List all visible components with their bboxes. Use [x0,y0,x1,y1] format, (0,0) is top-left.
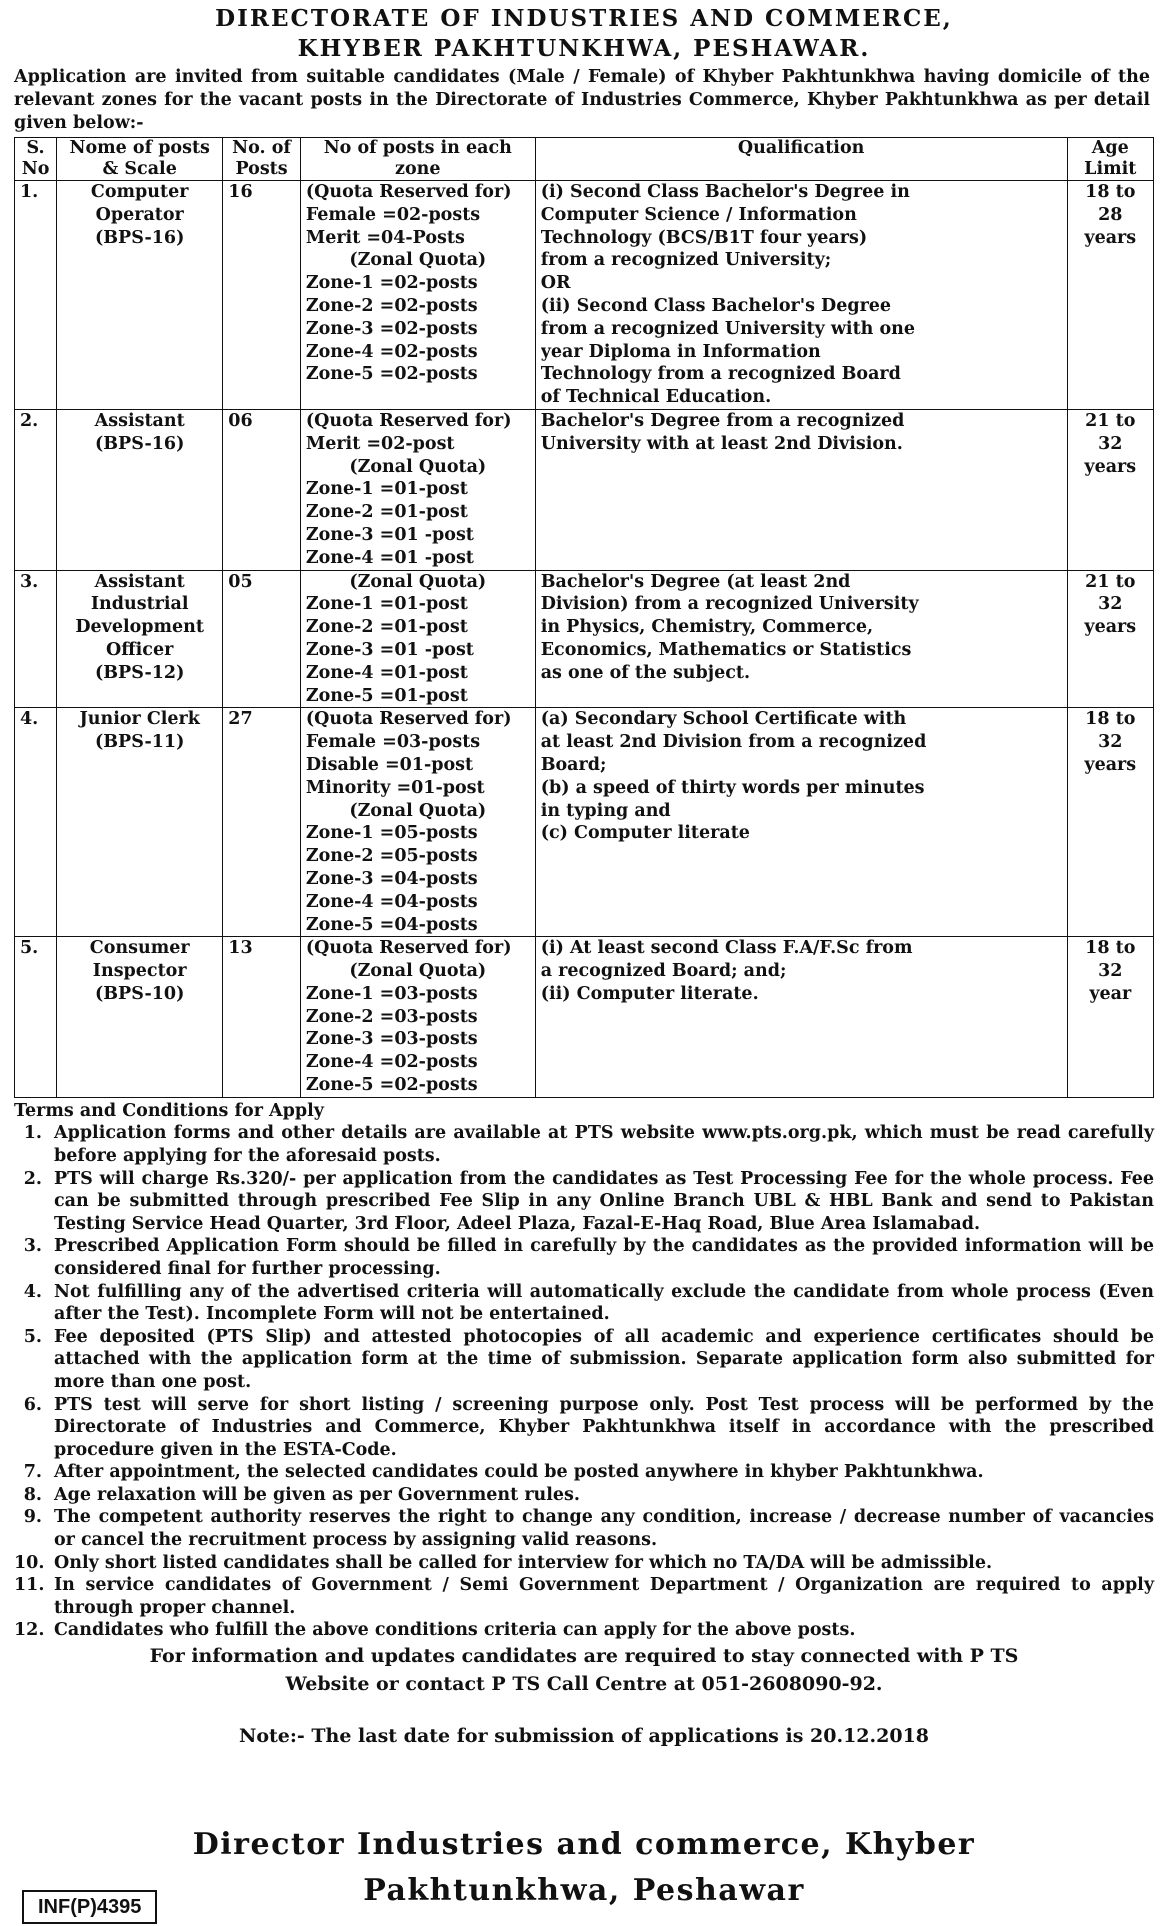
header-sno: S. No [15,138,57,181]
term-item [14,1326,1154,1394]
cell-posts-count: 06 [223,409,301,570]
header-line-1: DIRECTORATE OF INDUSTRIES AND COMMERCE, [215,5,953,32]
term-text: Fee deposited (PTS Slip) and attested photocopies of all academic and experience certificates should be attached with the application form at the time of submission. Separate application form also submitted for more than one post. [54,1326,1154,1392]
cell-zone-quota: (Zonal Quota) Zone-1 =01-post Zone-2 =01-post Zone-3 =01 -post Zone-4 =01-post Zone-5 =01-post [300,570,535,708]
term-item [14,1461,1154,1484]
cell-qualification: Bachelor's Degree from a recognized University with at least 2nd Division. [535,409,1067,570]
cell-post-name: Junior Clerk (BPS-11) [57,708,223,937]
term-text: Candidates who fulfill the above conditions criteria can apply for the above posts. [54,1620,856,1641]
table-row [15,708,1154,937]
table-row [15,937,1154,1098]
term-number: 12. [14,1620,45,1641]
term-number: 9. [23,1507,42,1528]
terms-list [14,1122,1154,1642]
cell-age-limit: 21 to 32 years [1067,570,1153,708]
signature-block [14,1822,1154,1914]
advertisement [14,4,1154,1750]
cell-post-name: Assistant (BPS-16) [57,409,223,570]
term-item [14,1281,1154,1326]
cell-posts-count: 05 [223,570,301,708]
cell-sno: 4. [15,708,57,937]
cell-age-limit: 21 to 32 years [1067,409,1153,570]
posts-table [14,137,1154,1098]
cell-posts-count: 27 [223,708,301,937]
term-text: After appointment, the selected candidates could be posted anywhere in khyber Pakhtunkhwa. [54,1462,984,1483]
cell-sno: 2. [15,409,57,570]
term-item [14,1235,1154,1280]
term-text: PTS test will serve for short listing / screening purpose only. Post Test process will be performed by the Directorate of Industries and Commerce, Khyber Pakhtunkhwa itself in accordance with the prescribed procedure given in the ESTA-Code. [54,1394,1154,1460]
term-text: Application forms and other details are available at PTS website www.pts.org.pk, which must be read carefully before applying for the aforesaid posts. [54,1123,1154,1166]
info-text [14,1642,1154,1698]
posts-table-body [15,181,1154,1098]
header-age-limit: Age Limit [1067,138,1153,181]
term-number: 11. [14,1575,45,1596]
cell-qualification: (i) At least second Class F.A/F.Sc from a recognized Board; and; (ii) Computer literate. [535,937,1067,1098]
term-text: In service candidates of Government / Semi Government Department / Organization are required to apply through proper channel. [54,1575,1154,1618]
table-header-row [15,138,1154,181]
term-item [14,1552,1154,1575]
term-text: Not fulfilling any of the advertised criteria will automatically exclude the candidate from whole process (Even after the Test). Incomplete Form will not be entertained. [54,1281,1154,1325]
cell-post-name: Consumer Inspector (BPS-10) [57,937,223,1098]
table-row [15,570,1154,708]
term-item [14,1394,1154,1462]
term-number: 7. [23,1462,42,1483]
cell-qualification: (a) Secondary School Certificate with at least 2nd Division from a recognized Board; (b) a speed of thirty words per minutes in typing and (c) Computer literate [535,708,1067,937]
signature-line-1: Director Industries and commerce, Khyber [192,1827,976,1862]
header-post-name: Nome of posts & Scale [57,138,223,181]
cell-zone-quota: (Quota Reserved for) (Zonal Quota) Zone-1 =03-posts Zone-2 =03-posts Zone-3 =03-posts Zone-4 =02-posts Zone-5 =02-posts [300,937,535,1098]
term-number: 6. [23,1394,42,1415]
term-number: 10. [14,1552,45,1573]
cell-age-limit: 18 to 32 years [1067,708,1153,937]
intro-paragraph: Application are invited from suitable candidates (Male / Female) of Khyber Pakhtunkhwa having domicile of the relevant zones for the vacant posts in the Directorate of Industries Commerce, Khyber Pakhtunkhwa as per detail given below:- [14,67,1150,133]
term-text: Prescribed Application Form should be filled in carefully by the candidates as the provided information will be considered final for further processing. [54,1236,1154,1279]
term-item [14,1168,1154,1236]
cell-qualification: Bachelor's Degree (at least 2nd Division) from a recognized University in Physics, Chemistry, Commerce, Economics, Mathematics or Statistics as one of the subject. [535,570,1067,708]
term-number: 1. [23,1123,42,1144]
table-row [15,409,1154,570]
cell-post-name: Computer Operator (BPS-16) [57,181,223,410]
term-item [14,1619,1154,1642]
header [14,4,1154,64]
cell-posts-count: 13 [223,937,301,1098]
term-item [14,1484,1154,1507]
term-text: The competent authority reserves the right to change any condition, increase / decrease number of vacancies or cancel the recruitment process by assigning valid reasons. [54,1507,1154,1551]
footer [14,1822,1154,1926]
cell-age-limit: 18 to 32 year [1067,937,1153,1098]
term-number: 3. [23,1236,42,1257]
header-zone: No of posts in each zone [300,138,535,181]
terms-title: Terms and Conditions for Apply [14,1100,324,1121]
term-number: 8. [23,1484,42,1505]
cell-zone-quota: (Quota Reserved for) Female =03-posts Disable =01-post Minority =01-post (Zonal Quota) Zone-1 =05-posts Zone-2 =05-posts Zone-3 =04-posts Zone-4 =04-posts Zone-5 =04-posts [300,708,535,937]
cell-post-name: Assistant Industrial Development Officer (BPS-12) [57,570,223,708]
term-number: 2. [23,1168,42,1189]
term-item [14,1506,1154,1551]
cell-zone-quota: (Quota Reserved for) Female =02-posts Merit =04-Posts (Zonal Quota) Zone-1 =02-posts Zone-2 =02-posts Zone-3 =02-posts Zone-4 =02-posts Zone-5 =02-posts [300,181,535,410]
table-row [15,181,1154,410]
cell-qualification: (i) Second Class Bachelor's Degree in Computer Science / Information Technology (BCS/B1T four years) from a recognized University; OR (ii) Second Class Bachelor's Degree from a recognized University with one year Diploma in Information Technology from a recognized Board of Technical Education. [535,181,1067,410]
cell-sno: 1. [15,181,57,410]
info-line-1: For information and updates candidates are required to stay connected with P TS [149,1645,1019,1668]
info-line-2: Website or contact P TS Call Centre at 051-2608090-92. [285,1673,883,1696]
signature-line-2: Pakhtunkhwa, Peshawar [363,1873,805,1908]
cell-sno: 3. [15,570,57,708]
term-item [14,1574,1154,1619]
cell-sno: 5. [15,937,57,1098]
inf-code-box: INF(P)4395 [22,1890,157,1924]
cell-posts-count: 16 [223,181,301,410]
term-number: 5. [23,1326,42,1347]
cell-zone-quota: (Quota Reserved for) Merit =02-post (Zonal Quota) Zone-1 =01-post Zone-2 =01-post Zone-3 =01 -post Zone-4 =01 -post [300,409,535,570]
header-qualification: Qualification [535,138,1067,181]
header-posts-count: No. of Posts [223,138,301,181]
last-date-note: Note:- The last date for submission of applications is 20.12.2018 [238,1725,930,1748]
cell-age-limit: 18 to 28 years [1067,181,1153,410]
term-text: Only short listed candidates shall be called for interview for which no TA/DA will be admissible. [54,1552,993,1573]
term-text: Age relaxation will be given as per Government rules. [54,1484,580,1505]
term-number: 4. [23,1281,42,1302]
term-item [14,1122,1154,1167]
header-line-2: KHYBER PAKHTUNKHWA, PESHAWAR. [297,35,871,62]
term-text: PTS will charge Rs.320/- per application from the candidates as Test Processing Fee for the whole process. Fee can be submitted through prescribed Fee Slip in any Online Branch UBL & HBL Bank and send to Pakistan Testing Service Head Quarter, 3rd Floor, Adeel Plaza, Fazal-E-Haq Road, Blue Area Islamabad. [54,1168,1154,1234]
